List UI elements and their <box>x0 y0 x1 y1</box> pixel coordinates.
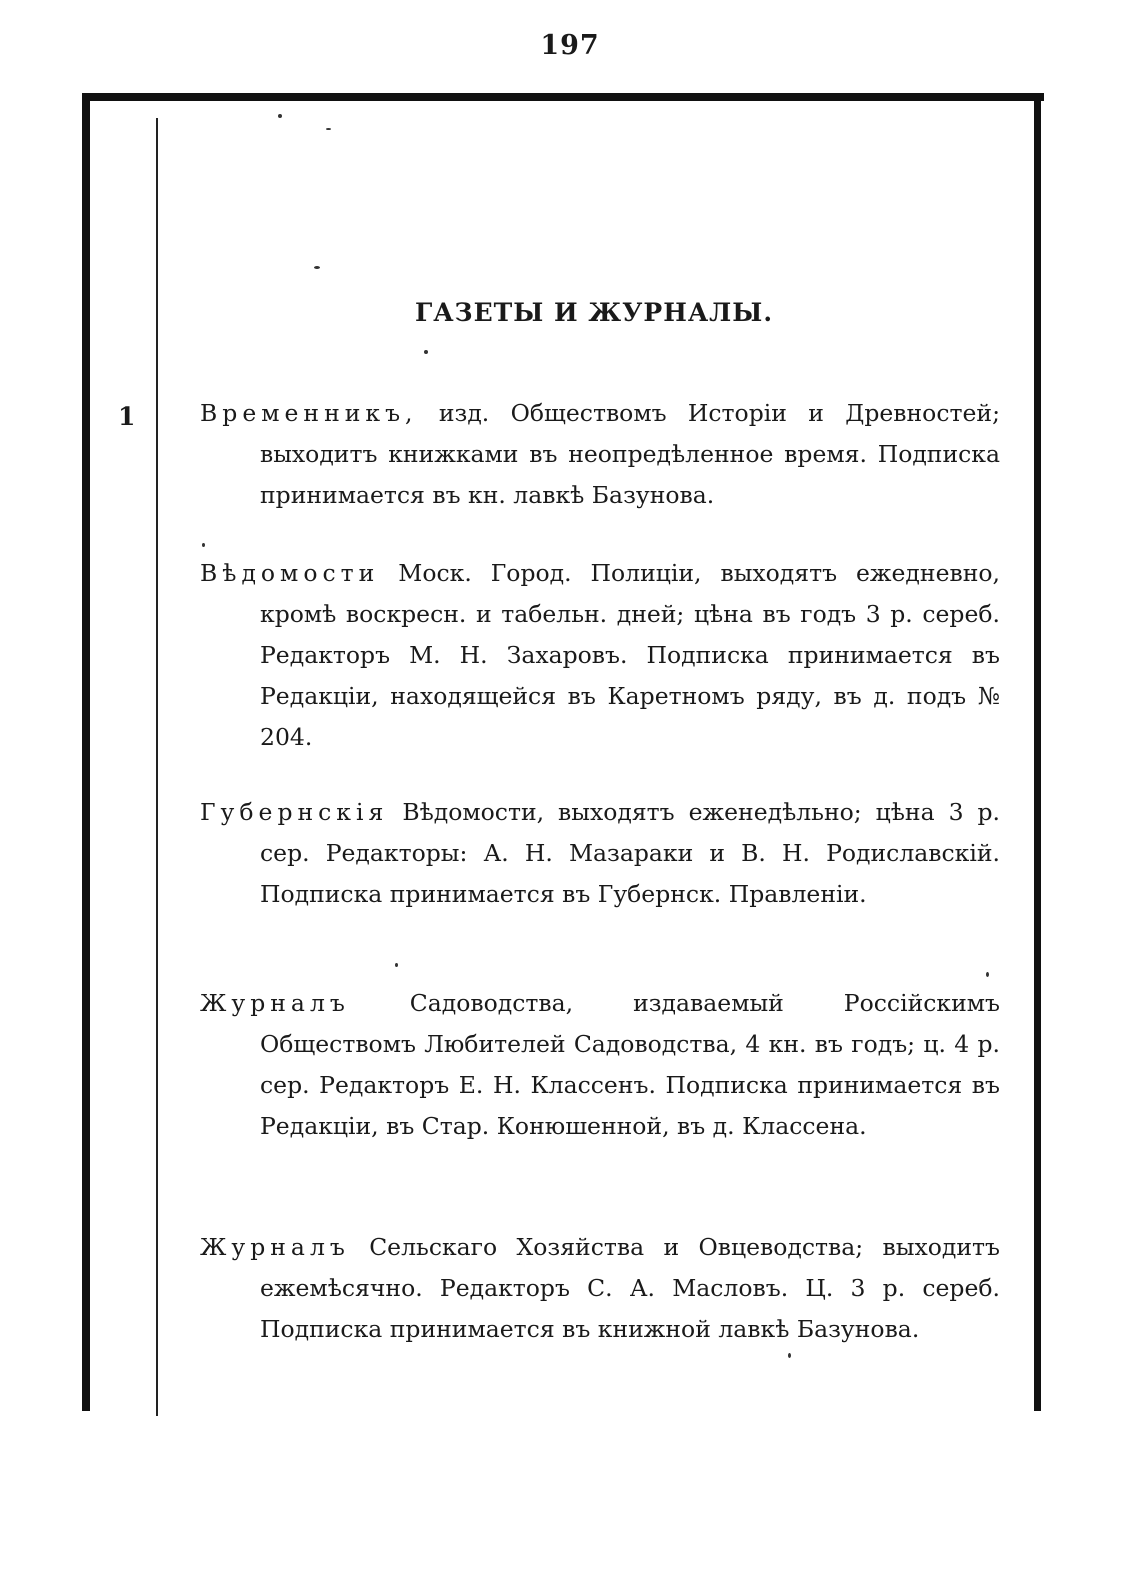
entry-gubernskiya-vedomosti <box>200 792 1000 915</box>
print-speck <box>326 128 331 130</box>
entry-title: Журналъ <box>200 989 350 1017</box>
print-speck <box>788 1353 791 1358</box>
frame-right-rule <box>1034 93 1041 1411</box>
frame-left-rule <box>82 93 90 1411</box>
margin-line-number: 1 <box>118 402 136 431</box>
entry-body: Вѣдомости, выходятъ еженедѣльно; цѣна 3 р. сер. Редакторы: А. Н. Мазараки и В. Н. Родиславскій. Подписка принимается въ Губернск. Правленіи. <box>260 798 1000 908</box>
entry-vremennik <box>200 393 1000 516</box>
print-speck <box>278 114 282 118</box>
entry-title: Временникъ, <box>200 399 418 427</box>
section-heading: ГАЗЕТЫ И ЖУРНАЛЫ. <box>414 298 774 327</box>
entry-zhurnal-sadovodstva <box>200 983 1000 1147</box>
page-number: 197 <box>540 30 600 61</box>
print-speck <box>314 266 320 269</box>
print-speck <box>424 350 428 354</box>
entry-body: изд. Обществомъ Исторіи и Древностей; выходитъ книжками въ неопредѣленное время. Подписка принимается въ кн. лавкѣ Базунова. <box>260 399 1000 509</box>
entry-body: Моск. Город. Полиціи, выходятъ ежедневно, кромѣ воскресн. и табельн. дней; цѣна въ годъ 3 р. сереб. Редакторъ М. Н. Захаровъ. Подписка принимается въ Редакціи, находящейся въ Каретномъ ряду, въ д. подъ № 204. <box>260 559 1000 751</box>
entry-body: Сельскаго Хозяйства и Овцеводства; выходитъ ежемѣсячно. Редакторъ С. А. Масловъ. Ц. 3 р. сереб. Подписка принимается въ книжной лавкѣ Базунова. <box>260 1233 1000 1343</box>
entry-vedomosti-politsii <box>200 553 1000 758</box>
entry-zhurnal-selskago-khozyaystva <box>200 1227 1000 1350</box>
print-speck <box>986 972 989 977</box>
entry-body: Садоводства, издаваемый Россійскимъ Обществомъ Любителей Садоводства, 4 кн. въ годъ; ц. 4 р. сер. Редакторъ Е. Н. Классенъ. Подписка принимается въ Редакціи, въ Стар. Конюшенной, въ д. Классена. <box>260 989 1000 1140</box>
entry-title: Журналъ <box>200 1233 350 1261</box>
entry-title: Губернскія <box>200 798 389 826</box>
print-speck <box>202 543 205 547</box>
entry-title: Вѣдомости <box>200 559 380 587</box>
frame-top-rule <box>82 93 1044 101</box>
print-speck <box>395 963 398 967</box>
